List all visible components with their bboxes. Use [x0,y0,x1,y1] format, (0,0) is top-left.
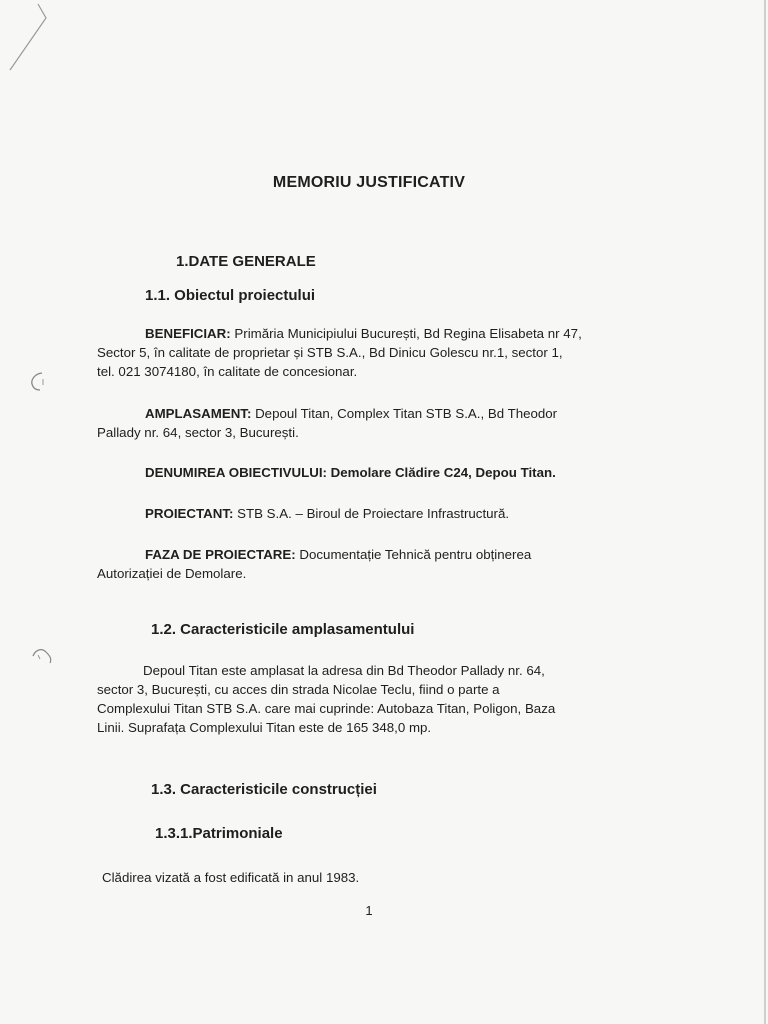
page-number: 1 [365,903,373,918]
proiectant-label: PROIECTANT: [145,506,234,521]
amplasament-paragraph [97,404,557,442]
denumire-obiectiv: DENUMIREA OBIECTIVULUI: Demolare Clădire C24, Depou Titan. [145,465,556,480]
subsection-heading-constructie: 1.3. Caracteristicile construcției [151,781,377,798]
faza-line-1 [97,545,531,564]
amplasament-desc-line-3: Complexului Titan STB S.A. care mai cuprinde: Autobaza Titan, Poligon, Baza [97,701,556,716]
beneficiar-paragraph [97,324,582,381]
beneficiar-line-3: tel. 021 3074180, în calitate de concesionar. [97,364,358,379]
amplasament-text-1: Depoul Titan, Complex Titan STB S.A., Bd Theodor [251,406,558,421]
beneficiar-line-1 [97,324,582,343]
subsection-heading-obiectul: 1.1. Obiectul proiectului [145,287,316,304]
punch-hole-mark [26,370,50,394]
beneficiar-label: BENEFICIAR: [145,326,231,341]
faza-line-2: Autorizației de Demolare. [97,566,247,581]
beneficiar-text-1: Primăria Municipiului București, Bd Regina Elisabeta nr 47, [230,326,582,341]
faza-text-1: Documentație Tehnică pentru obținerea [295,547,532,562]
document-title: MEMORIU JUSTIFICATIV [272,174,466,191]
amplasament-line-1 [97,404,557,423]
amplasament-label: AMPLASAMENT: [145,406,252,421]
amplasament-description [97,661,555,737]
amplasament-desc-line-4: Linii. Suprafața Complexului Titan este de 165 348,0 mp. [97,720,432,735]
corner-scan-mark [0,0,60,90]
amplasament-desc-line-2: sector 3, București, cu acces din strada Nicolae Teclu, fiind o parte a [97,682,500,697]
proiectant-text: STB S.A. – Biroul de Proiectare Infrastructură. [233,506,510,521]
amplasament-line-2: Pallady nr. 64, sector 3, București. [97,425,299,440]
page-edge-shadow [764,0,766,1024]
section-heading-date-generale: 1.DATE GENERALE [176,253,316,270]
patrimoniale-text: Clădirea vizată a fost edificată in anul 1983. [102,870,360,885]
beneficiar-line-2: Sector 5, în calitate de proprietar și STB S.A., Bd Dinicu Golescu nr.1, sector 1, [97,345,563,360]
punch-hole-mark-2 [30,645,56,667]
amplasament-desc-line-1: Depoul Titan este amplasat la adresa din Bd Theodor Pallady nr. 64, [143,663,545,678]
faza-label: FAZA DE PROIECTARE: [145,547,296,562]
faza-paragraph [97,545,531,583]
subsection-heading-amplasament: 1.2. Caracteristicile amplasamentului [151,621,415,638]
subsection-heading-patrimoniale: 1.3.1.Patrimoniale [155,825,283,842]
proiectant-paragraph [145,504,509,523]
